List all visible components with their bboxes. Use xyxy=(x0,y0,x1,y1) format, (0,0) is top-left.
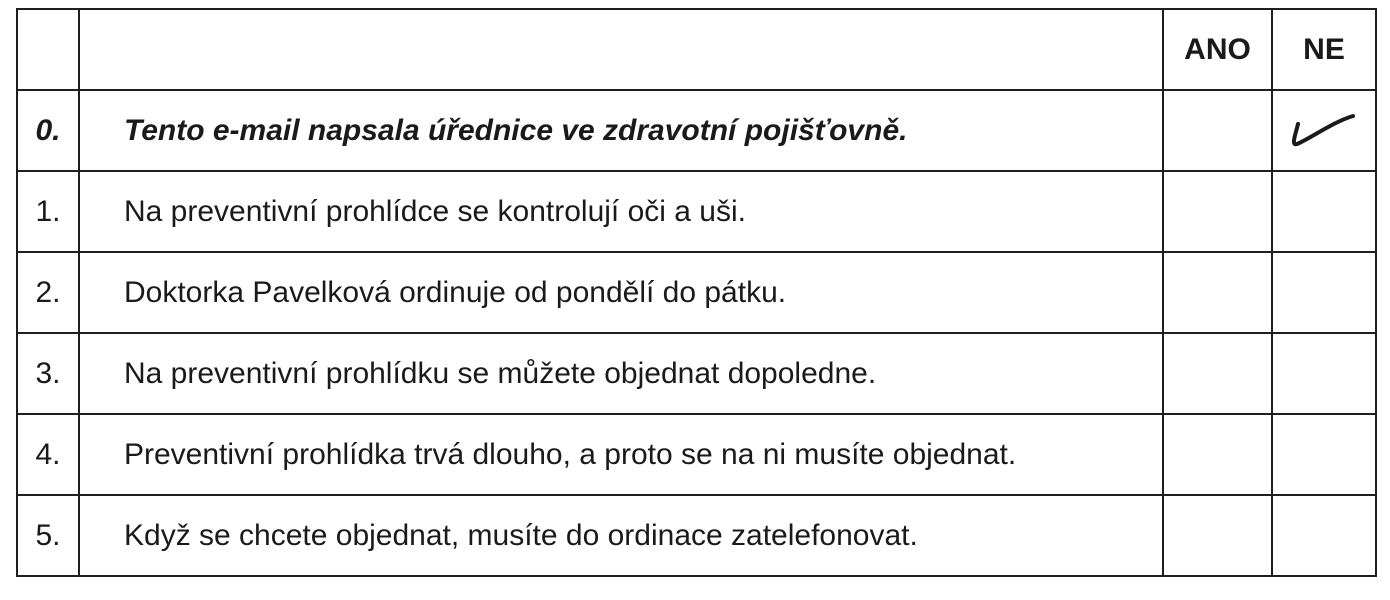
statement-row xyxy=(17,171,1376,252)
statement-text: Na preventivní prohlídku se můžete objednat dopoledne. xyxy=(79,333,1163,414)
statement-number: 3. xyxy=(17,333,79,414)
statement-text: Preventivní prohlídka trvá dlouho, a proto se na ni musíte objednat. xyxy=(79,414,1163,495)
statement-row xyxy=(17,333,1376,414)
statement-number: 5. xyxy=(17,495,79,576)
example-row xyxy=(17,90,1376,171)
statement-text: Na preventivní prohlídce se kontrolují oči a uši. xyxy=(79,171,1163,252)
statement-number: 4. xyxy=(17,414,79,495)
example-ano-cell[interactable] xyxy=(1163,90,1272,171)
ano-answer-cell[interactable] xyxy=(1163,333,1272,414)
header-statement-cell xyxy=(79,9,1163,90)
ne-answer-cell[interactable] xyxy=(1272,171,1376,252)
ano-answer-cell[interactable] xyxy=(1163,252,1272,333)
ano-column-header: ANO xyxy=(1163,9,1272,90)
statement-number: 2. xyxy=(17,252,79,333)
statement-number: 1. xyxy=(17,171,79,252)
statement-row xyxy=(17,414,1376,495)
statement-text: Když se chcete objednat, musíte do ordinace zatelefonovat. xyxy=(79,495,1163,576)
statement-text: Doktorka Pavelková ordinuje od pondělí do pátku. xyxy=(79,252,1163,333)
true-false-table xyxy=(16,8,1377,577)
statement-row xyxy=(17,252,1376,333)
example-statement: Tento e-mail napsala úřednice ve zdravotní pojišťovně. xyxy=(79,90,1163,171)
check-icon xyxy=(1289,106,1359,156)
example-ne-cell[interactable] xyxy=(1272,90,1376,171)
ne-answer-cell[interactable] xyxy=(1272,414,1376,495)
ne-answer-cell[interactable] xyxy=(1272,252,1376,333)
ano-answer-cell[interactable] xyxy=(1163,414,1272,495)
ne-answer-cell[interactable] xyxy=(1272,333,1376,414)
header-number-cell xyxy=(17,9,79,90)
example-number: 0. xyxy=(17,90,79,171)
ano-answer-cell[interactable] xyxy=(1163,495,1272,576)
header-row xyxy=(17,9,1376,90)
ano-answer-cell[interactable] xyxy=(1163,171,1272,252)
ne-answer-cell[interactable] xyxy=(1272,495,1376,576)
statement-row xyxy=(17,495,1376,576)
ne-column-header: NE xyxy=(1272,9,1376,90)
